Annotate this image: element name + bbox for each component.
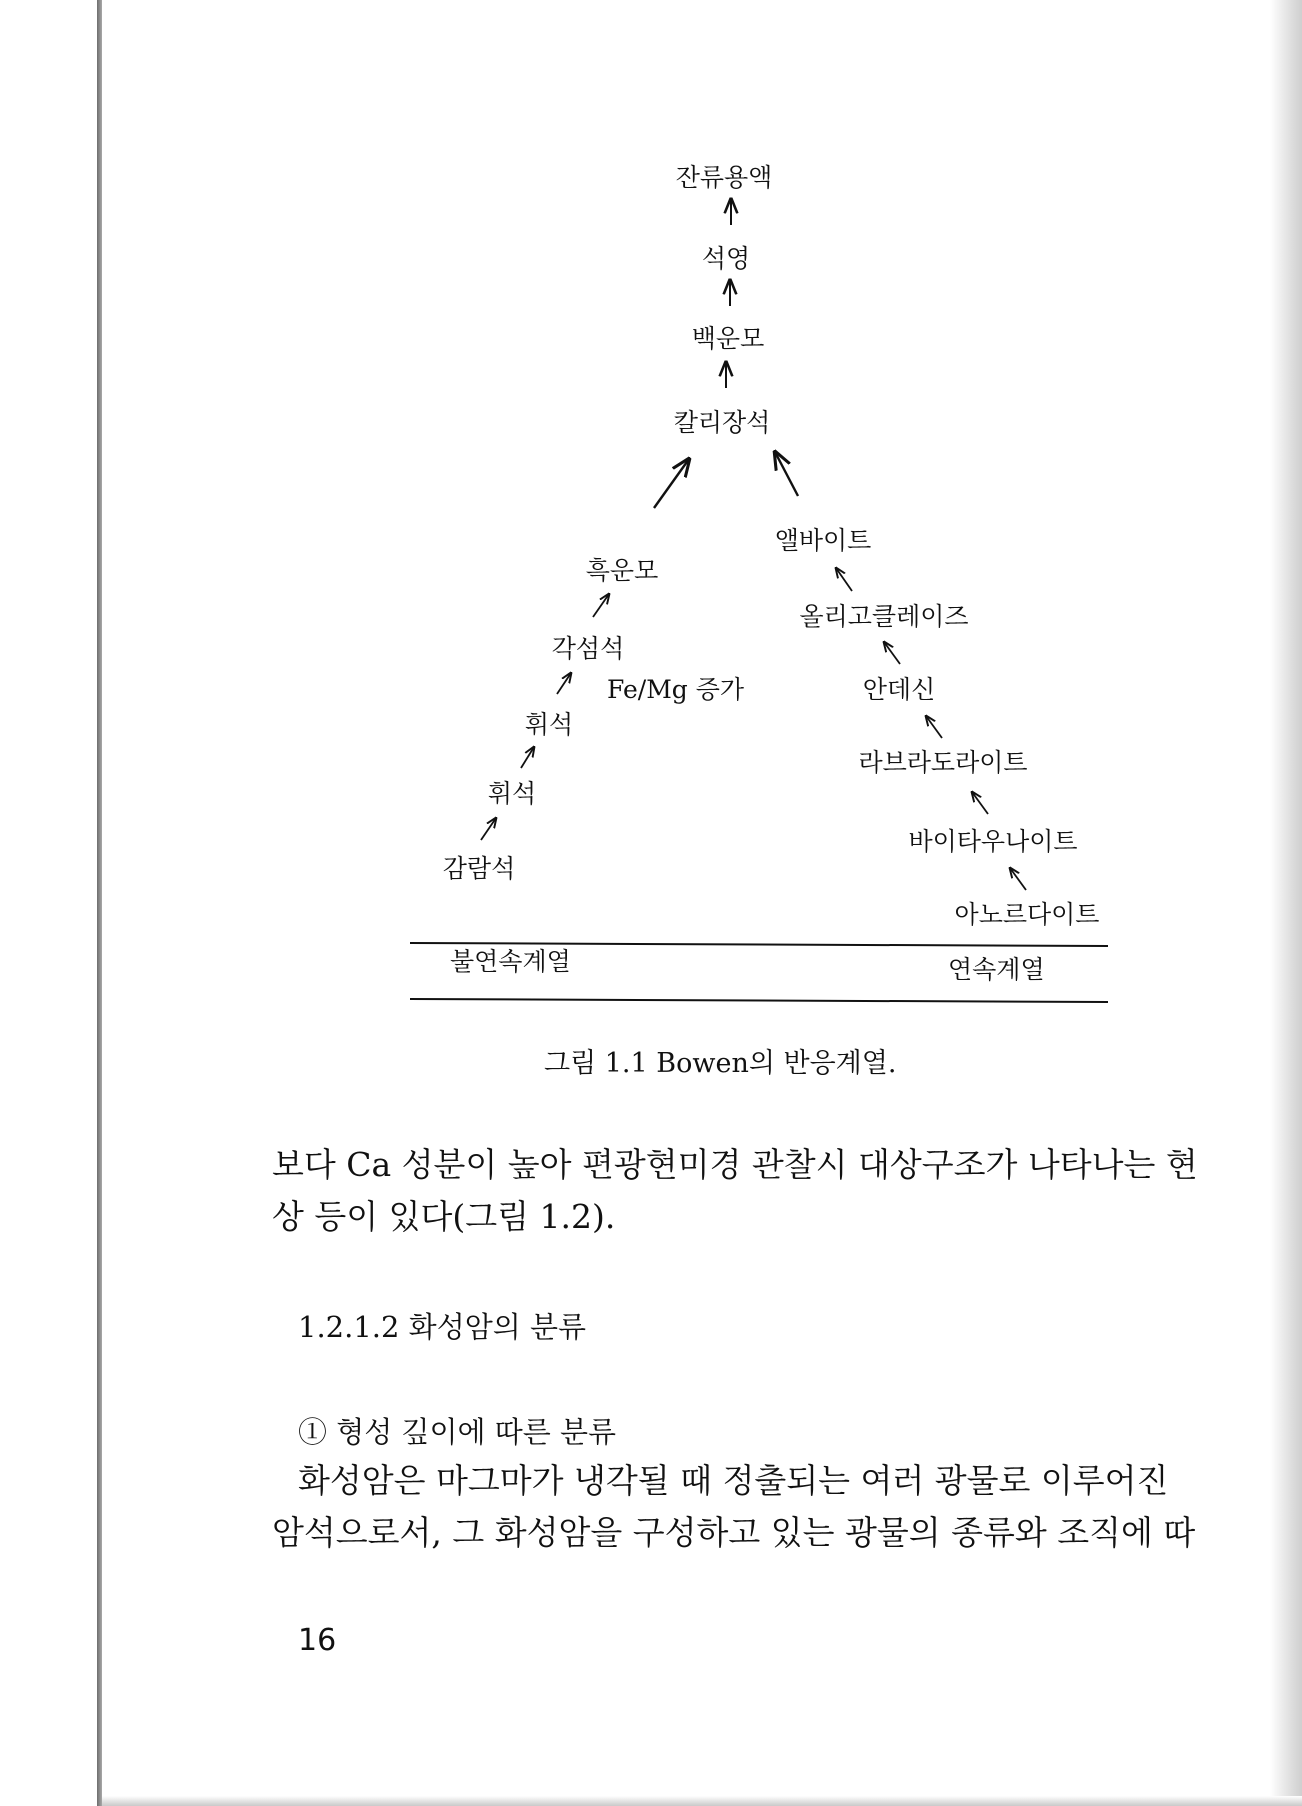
paragraph-1-line-2: 상 등이 있다(그림 1.2). (272, 1197, 616, 1236)
figure-caption: 그림 1.1 Bowen의 반응계열. (544, 1048, 897, 1079)
arrow-right-5 (1010, 868, 1026, 890)
label-muscovite: 백운모 (691, 324, 765, 353)
label-continuous-series: 연속계열 (948, 955, 1045, 984)
label-oligoclase: 올리고클레이즈 (799, 602, 969, 631)
arrow-right-3 (926, 716, 942, 738)
label-pyroxene-upper: 휘석 (524, 710, 574, 739)
label-labradorite: 라브라도라이트 (858, 748, 1028, 777)
arrow-left-branch (654, 459, 689, 508)
label-andesine: 안데신 (862, 675, 936, 704)
arrow-right-1 (836, 568, 852, 591)
arrow-right-4 (972, 792, 988, 814)
rule-top (410, 943, 1108, 946)
label-bytownite: 바이타우나이트 (908, 827, 1078, 856)
paragraph-1-line-1: 보다 Ca 성분이 높아 편광현미경 관찰시 대상구조가 나타나는 현 (272, 1145, 1198, 1184)
label-anorthite: 아노르다이트 (954, 900, 1100, 929)
arrow-left-2 (557, 673, 571, 694)
label-k-feldspar: 칼리장석 (673, 408, 771, 437)
label-biotite: 흑운모 (585, 556, 659, 585)
arrow-left-3 (521, 747, 534, 768)
label-albite: 앨바이트 (774, 526, 872, 555)
arrow-right-2 (884, 642, 900, 664)
page-number: 16 (298, 1623, 337, 1658)
paragraph-2-line-2: 암석으로서, 그 화성암을 구성하고 있는 광물의 종류와 조직에 따 (272, 1513, 1196, 1552)
section-heading: 1.2.1.2 화성암의 분류 (298, 1310, 586, 1344)
arrow-right-branch (775, 452, 798, 496)
label-residual-solution: 잔류용액 (675, 163, 773, 192)
label-quartz: 석영 (701, 244, 751, 273)
arrow-left-4 (481, 818, 496, 840)
label-pyroxene-lower: 휘석 (487, 779, 537, 808)
arrow-left-1 (593, 594, 609, 617)
label-fe-mg-increase: Fe/Mg 증가 (607, 675, 745, 704)
label-olivine: 감람석 (442, 854, 516, 883)
label-discontinuous-series: 불연속계열 (450, 947, 571, 976)
rule-bottom (410, 999, 1108, 1002)
subheading: ① 형성 깊이에 따른 분류 (298, 1415, 616, 1449)
label-amphibole: 각섬석 (551, 634, 625, 663)
paragraph-2-line-1: 화성암은 마그마가 냉각될 때 정출되는 여러 광물로 이루어진 (298, 1461, 1169, 1500)
